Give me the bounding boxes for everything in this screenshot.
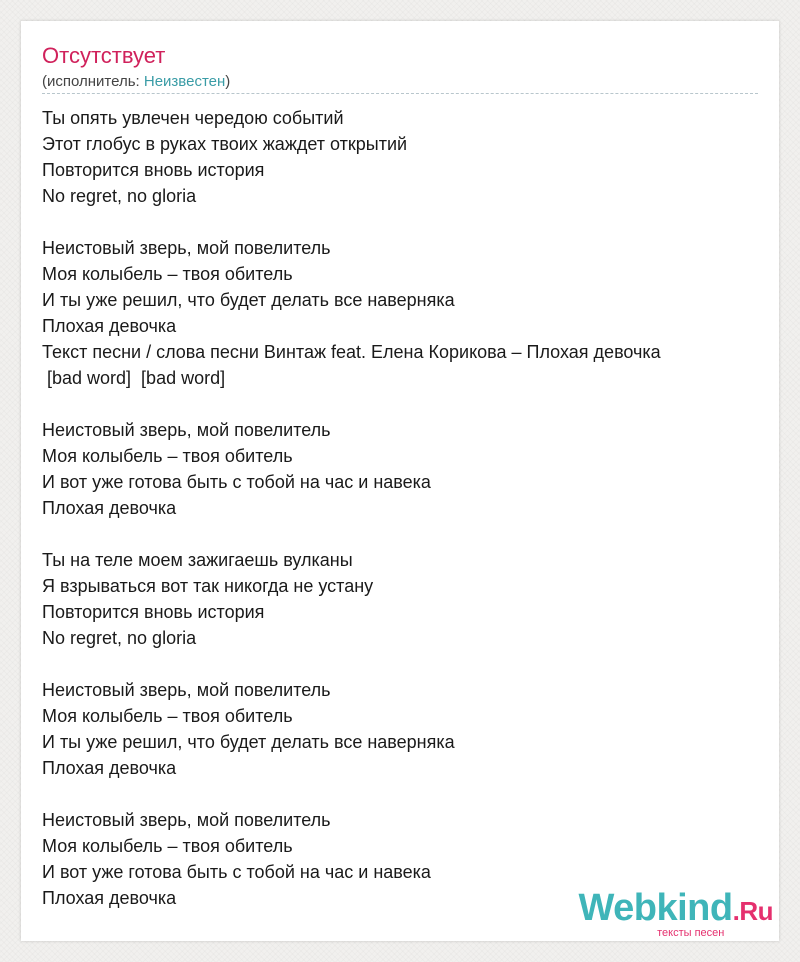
lyric-line: Неистовый зверь, мой повелитель: [42, 810, 331, 830]
stanza-break: [42, 521, 762, 547]
lyric-line: No regret, no gloria: [42, 186, 197, 206]
artist-prefix: (исполнитель:: [42, 73, 144, 90]
webkind-logo[interactable]: [578, 888, 773, 939]
artist-line: [42, 72, 230, 92]
lyric-line: Повторится вновь история: [42, 602, 265, 622]
lyric-line: Ты на теле моем зажигаешь вулканы: [42, 550, 353, 570]
stanza-break: [42, 391, 762, 417]
lyric-line: Моя колыбель – твоя обитель: [42, 264, 293, 284]
lyric-line: Плохая девочка: [42, 888, 177, 908]
stanza-break: [42, 209, 762, 235]
artist-link[interactable]: Неизвестен: [143, 73, 226, 90]
lyric-line: И ты уже решил, что будет делать все наверняка: [42, 290, 455, 310]
lyric-line: Неистовый зверь, мой повелитель: [42, 680, 331, 700]
lyric-line: Неистовый зверь, мой повелитель: [42, 420, 331, 440]
title-divider: [42, 93, 758, 94]
lyric-line: Моя колыбель – твоя обитель: [42, 706, 293, 726]
lyric-line: Плохая девочка: [42, 758, 177, 778]
lyric-line: Текст песни / слова песни Винтаж feat. Елена Корикова – Плохая девочка: [42, 342, 661, 362]
lyric-line: Этот глобус в руках твоих жаждет открытий: [42, 134, 408, 154]
stanza-break: [42, 781, 762, 807]
lyric-line: Ты опять увлечен чередою событий: [42, 108, 344, 128]
stanza-break: [42, 651, 762, 677]
lyric-line: Я взрываться вот так никогда не устану: [42, 576, 374, 596]
lyric-line: Повторится вновь история: [42, 160, 265, 180]
song-title: Отсутствует: [42, 43, 166, 68]
logo-tagline: тексты песен: [657, 927, 725, 939]
artist-suffix: ): [225, 73, 231, 90]
lyric-line: И вот уже готова быть с тобой на час и навека: [42, 862, 431, 882]
logo-tld: .Ru: [732, 896, 773, 926]
lyric-line: Неистовый зверь, мой повелитель: [42, 238, 331, 258]
lyric-line: И ты уже решил, что будет делать все наверняка: [42, 732, 455, 752]
logo-wordmark: [578, 888, 773, 931]
lyric-line: No regret, no gloria: [42, 628, 197, 648]
lyric-line: [bad word] [bad word]: [42, 368, 226, 388]
lyrics-text: [42, 105, 762, 911]
lyric-line: Моя колыбель – твоя обитель: [42, 446, 293, 466]
lyric-line: Плохая девочка: [42, 316, 177, 336]
lyric-line: Моя колыбель – твоя обитель: [42, 836, 293, 856]
lyrics-card: [21, 21, 779, 941]
lyric-line: Плохая девочка: [42, 498, 177, 518]
logo-main-text: Webkind: [578, 887, 733, 929]
lyric-line: И вот уже готова быть с тобой на час и навека: [42, 472, 431, 492]
